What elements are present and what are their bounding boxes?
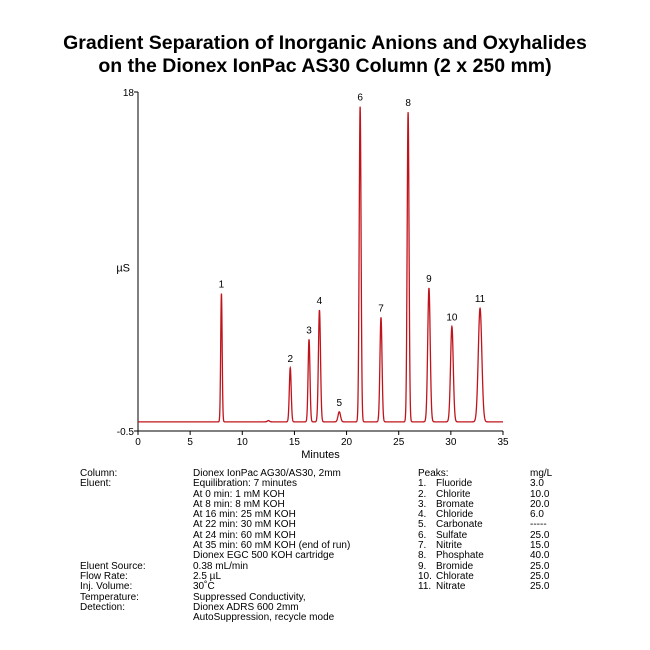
- peak-label: 7: [378, 303, 384, 315]
- condition-label: [80, 510, 146, 520]
- peak-concentration: 3.0: [530, 478, 544, 490]
- condition-value: 2.5 µL: [193, 570, 222, 582]
- condition-label: [80, 623, 146, 633]
- peak-label: 4: [316, 296, 323, 308]
- peak-concentration: 25.0: [530, 570, 550, 582]
- peak-analyte: Nitrate: [436, 581, 466, 593]
- peak-number: 11.: [418, 581, 432, 593]
- condition-label: [80, 500, 146, 510]
- peak-number: 1.: [418, 478, 427, 490]
- condition-label: [80, 531, 146, 541]
- peak-number: 8.: [418, 550, 427, 562]
- peak-label: 6: [357, 92, 363, 104]
- peaks-unit-header: mg/L: [530, 468, 553, 479]
- peak-label: 1: [218, 279, 225, 291]
- condition-label: Inj. Volume:: [80, 581, 133, 593]
- x-tick-label: 20: [341, 437, 353, 448]
- condition-label: Temperature:: [80, 591, 139, 603]
- peak-label: 9: [426, 274, 432, 286]
- y-axis-label: µS: [116, 262, 130, 275]
- peak-concentration: 6.0: [530, 509, 544, 521]
- x-tick-label: 25: [393, 437, 405, 448]
- condition-value: 0.38 mL/min: [193, 560, 249, 572]
- condition-value: At 22 min: 30 mM KOH: [193, 519, 296, 531]
- peak-number: 7.: [418, 540, 427, 552]
- peak-number: 10.: [418, 570, 432, 582]
- peak-number: 5.: [418, 519, 427, 531]
- condition-value: Dionex EGC 500 KOH cartridge: [193, 550, 335, 562]
- peaks-table-names: [436, 469, 484, 593]
- condition-value: 30˚C: [193, 581, 215, 593]
- condition-label: Column:: [80, 468, 118, 479]
- conditions-values: [193, 469, 350, 623]
- peak-analyte: Phosphate: [436, 550, 484, 562]
- condition-label: [80, 520, 146, 530]
- peak-analyte: Fluoride: [436, 478, 473, 490]
- peak-concentration: 10.0: [530, 488, 550, 500]
- peak-label: 11: [474, 294, 486, 306]
- y-tick-label: -0.5: [116, 427, 134, 438]
- peak-analyte: Chlorite: [436, 488, 471, 500]
- x-tick-label: 10: [236, 437, 248, 448]
- peak-label: 8: [405, 98, 411, 110]
- condition-value: Equilibration: 7 minutes: [193, 478, 297, 490]
- peak-concentration: 25.0: [530, 560, 550, 572]
- condition-label: [80, 490, 146, 500]
- condition-value: At 24 min: 60 mM KOH: [193, 529, 296, 541]
- peak-label: 5: [336, 397, 343, 409]
- peak-concentration: 20.0: [530, 498, 550, 510]
- peak-concentration: 15.0: [530, 540, 550, 552]
- x-tick-label: 5: [187, 437, 193, 448]
- condition-value: At 35 min: 60 mM KOH (end of run): [193, 540, 351, 552]
- peak-analyte: Bromide: [436, 560, 474, 572]
- x-tick-label: 35: [497, 437, 509, 448]
- peak-analyte: Carbonate: [436, 519, 483, 531]
- peak-label: 2: [287, 353, 294, 365]
- condition-label: Detection:: [80, 601, 126, 613]
- peak-concentration: 25.0: [530, 529, 550, 541]
- condition-label: Eluent Source:: [80, 560, 146, 572]
- conditions-labels: [80, 469, 146, 634]
- chart-title-line-1: Gradient Separation of Inorganic Anions and Oxyhalides: [63, 32, 587, 54]
- condition-value: At 8 min: 8 mM KOH: [193, 498, 285, 510]
- peak-concentration: 40.0: [530, 550, 550, 562]
- peak-concentration: -----: [530, 519, 547, 531]
- peak-label: 10: [446, 312, 458, 324]
- peak-number: 3.: [418, 498, 427, 510]
- condition-value: Suppressed Conductivity,: [193, 591, 306, 603]
- x-tick-label: 30: [445, 437, 457, 448]
- peak-analyte: Sulfate: [436, 529, 468, 541]
- x-tick-label: 0: [135, 437, 141, 448]
- condition-label: Flow Rate:: [80, 570, 128, 582]
- condition-label: [80, 613, 146, 623]
- peak-analyte: Chlorate: [436, 570, 474, 582]
- peak-concentration: 25.0: [530, 581, 550, 593]
- y-tick-label: 18: [122, 88, 134, 99]
- peak-analyte: Bromate: [436, 498, 474, 510]
- condition-value: Dionex ADRS 600 2mm: [193, 601, 299, 613]
- peak-number: 2.: [418, 488, 427, 500]
- condition-label: [80, 541, 146, 551]
- peaks-table-concentrations: [530, 469, 552, 593]
- condition-value: At 16 min: 25 mM KOH: [193, 509, 296, 521]
- condition-value: AutoSuppression, recycle mode: [193, 612, 335, 624]
- peak-number: 9.: [418, 560, 427, 572]
- condition-value: Dionex IonPac AG30/AS30, 2mm: [193, 468, 341, 479]
- peak-analyte: Nitrite: [436, 540, 463, 552]
- condition-value: At 0 min: 1 mM KOH: [193, 488, 285, 500]
- chart-title-line-2: on the Dionex IonPac AS30 Column (2 x 250 mm): [98, 55, 552, 77]
- peak-label: 3: [306, 325, 312, 337]
- peak-analyte: Chloride: [436, 509, 474, 521]
- x-tick-label: 15: [288, 437, 300, 448]
- condition-label: Eluent:: [80, 478, 112, 490]
- peaks-header: Peaks:: [418, 468, 449, 479]
- peak-number: 4.: [418, 509, 427, 521]
- chromatogram-trace: [138, 107, 503, 422]
- peak-number: 6.: [418, 529, 427, 541]
- x-axis-label: Minutes: [301, 449, 340, 461]
